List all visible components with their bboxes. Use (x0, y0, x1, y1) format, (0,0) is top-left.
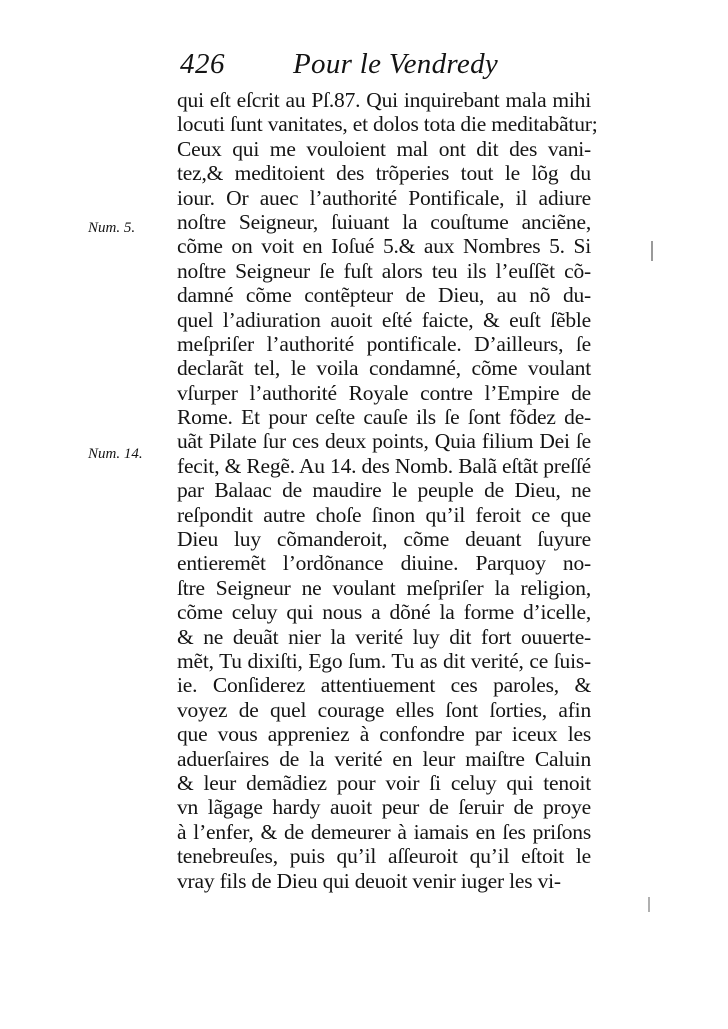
text-line: tenebreuſes, puis qu’il aſſeuroit qu’il eſtoit le (177, 844, 591, 869)
text-line: & leur demãdiez pour voir ſi celuy qui tenoit (177, 770, 591, 795)
text-line: damné cõme contẽpteur de Dieu, au nõ du- (177, 283, 591, 308)
text-line: noſtre Seigneur ſe fuſt alors teu ils l’euſſẽt cõ- (177, 258, 591, 283)
running-head (180, 48, 600, 88)
page-edge-mark (651, 241, 653, 261)
text-line: reſpondit autre choſe ſinon qu’il feroit ce que (177, 502, 591, 527)
text-line: noſtre Seigneur, ſuiuant la couſtume anciẽne, (177, 209, 591, 234)
text-line: cõme celuy qui nous a dõné la forme d’icelle, (177, 600, 591, 625)
text-line: & ne deuãt nier la verité luy dit fort ouuerte- (177, 624, 591, 649)
text-line: locuti ſunt vanitates, et dolos tota die meditabãtur; (177, 112, 598, 137)
text-line: uãt Pilate ſur ces deux points, Quia filium Dei ſe (177, 429, 591, 454)
text-line: declarãt tel, le voila condamné, cõme voulant (177, 356, 591, 381)
text-line: iour. Or auec l’authorité Pontificale, il adiure (177, 185, 591, 210)
text-line: vn lãgage hardy auoit peur de ſeruir de proye (177, 795, 591, 820)
margin-note-num-14: Num. 14. (88, 446, 143, 462)
text-line: Dieu luy cõmanderoit, cõme deuant ſuyure (177, 527, 591, 552)
text-line: Ceux qui me vouloient mal ont dit des vani- (177, 136, 591, 161)
text-line: entieremẽt l’ordõnance diuine. Parquoy no- (177, 551, 591, 576)
text-line: vray fils de Dieu qui deuoit venir iuger les vi- (177, 868, 561, 893)
page-edge-mark (648, 897, 650, 912)
running-title: Pour le Vendredy (293, 48, 499, 80)
text-line: par Balaac de maudire le peuple de Dieu, ne (177, 478, 591, 503)
text-line: meſpriſer l’authorité pontificale. D’ailleurs, ſe (177, 331, 591, 356)
text-line: mẽt, Tu dixiſti, Ego ſum. Tu as dit verité, ce ſuis- (177, 648, 591, 673)
body-text (177, 88, 598, 893)
text-line: qui eſt eſcrit au Pſ.87. Qui inquirebant mala mihi (177, 88, 591, 112)
text-line: ie. Conſiderez attentiuement ces paroles, & (177, 673, 591, 698)
text-line: ſtre Seigneur ne voulant meſpriſer la religion, (177, 575, 591, 600)
text-line: Rome. Et pour ceſte cauſe ils ſe ſont fõdez de- (177, 405, 591, 430)
text-line: voyez de quel courage elles ſont ſorties, afin (177, 697, 591, 722)
text-line: fecit, & Regẽ. Au 14. des Nomb. Balã eſtãt preſſé (177, 453, 591, 478)
text-line: aduerſaires de la verité en leur maiſtre Caluin (177, 746, 591, 771)
text-line: à l’enfer, & de demeurer à iamais en ſes priſons (177, 819, 591, 844)
page-number: 426 (180, 48, 225, 80)
text-line: cõme on voit en Ioſué 5.& aux Nombres 5. Si (177, 234, 591, 259)
text-line: tez,& meditoient des trõperies tout le lõg du (177, 161, 591, 186)
text-line: quel l’adiuration auoit eſté faicte, & euſt ſẽble (177, 307, 591, 332)
text-line: vſurper l’authorité Royale contre l’Empire de (177, 380, 591, 405)
text-line: que vous appreniez à confondre par iceux les (177, 722, 591, 747)
margin-note-num-5: Num. 5. (88, 220, 136, 236)
